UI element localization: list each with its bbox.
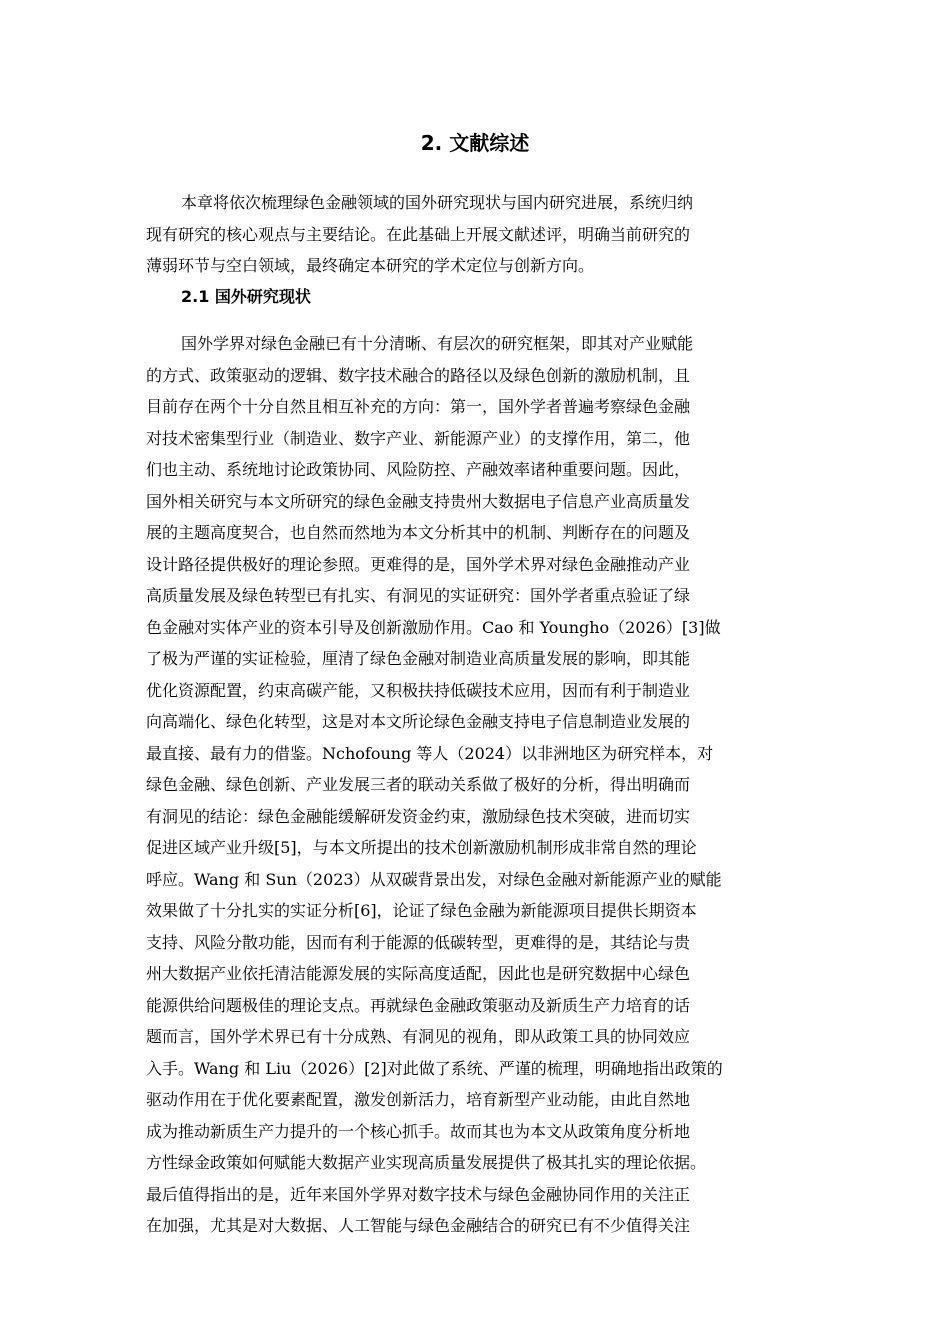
body-line: 在加强，尤其是对大数据、人工智能与绿色金融结合的研究已有不少值得关注 <box>146 1216 691 1235</box>
body-line: 驱动作用在于优化要素配置，激发创新活力，培育新型产业动能，由此自然地 <box>146 1090 691 1109</box>
body-line: 优化资源配置，约束高碳产能，又积极扶持低碳技术应用，因而有利于制造业 <box>146 681 691 700</box>
body-line: 色金融对实体产业的资本引导及创新激励作用。Cao 和 Youngho（2026）[3]做 <box>146 618 721 637</box>
body-line: 能源供给问题极佳的理论支点。再就绿色金融政策驱动及新质生产力培育的话 <box>146 996 691 1015</box>
body-line: 方性绿金政策如何赋能大数据产业实现高质量发展提供了极其扎实的理论依据。 <box>146 1153 707 1172</box>
body-line: 对技术密集型行业（制造业、数字产业、新能源产业）的支撑作用，第二，他 <box>146 429 691 448</box>
body-line: 高质量发展及绿色转型已有扎实、有洞见的实证研究：国外学者重点验证了绿 <box>146 586 691 605</box>
section-heading: 2.1 国外研究现状 <box>181 287 311 306</box>
intro-line: 现有研究的核心观点与主要结论。在此基础上开展文献述评，明确当前研究的 <box>146 225 691 244</box>
body-line: 绿色金融、绿色创新、产业发展三者的联动关系做了极好的分析，得出明确而 <box>146 775 691 794</box>
body-line: 州大数据产业依托清洁能源发展的实际高度适配，因此也是研究数据中心绿色 <box>146 964 691 983</box>
body-line: 有洞见的结论：绿色金融能缓解研发资金约束，激励绿色技术突破，进而切实 <box>146 807 691 826</box>
chapter-title: 2. 文献综述 <box>420 131 530 155</box>
intro-line: 薄弱环节与空白领域，最终确定本研究的学术定位与创新方向。 <box>146 256 595 275</box>
body-line: 呼应。Wang 和 Sun（2023）从双碳背景出发，对绿色金融对新能源产业的赋能 <box>146 870 722 889</box>
body-line: 入手。Wang 和 Liu（2026）[2]对此做了系统、严谨的梳理，明确地指出政策的 <box>146 1059 723 1078</box>
body-line: 目前存在两个十分自然且相互补充的方向：第一，国外学者普遍考察绿色金融 <box>146 397 691 416</box>
body-line: 最直接、最有力的借鉴。Nchofoung 等人（2024）以非洲地区为研究样本，对 <box>146 744 714 763</box>
body-line: 支持、风险分散功能，因而有利于能源的低碳转型，更难得的是，其结论与贵 <box>146 933 691 952</box>
body-line: 国外相关研究与本文所研究的绿色金融支持贵州大数据电子信息产业高质量发 <box>146 492 691 511</box>
body-line: 们也主动、系统地讨论政策协同、风险防控、产融效率诸种重要问题。因此， <box>146 460 691 479</box>
body-line: 促进区域产业升级[5]，与本文所提出的技术创新激励机制形成非常自然的理论 <box>146 838 697 857</box>
intro-line: 本章将依次梳理绿色金融领域的国外研究现状与国内研究进展，系统归纳 <box>181 193 694 212</box>
body-line: 最后值得指出的是，近年来国外学界对数字技术与绿色金融协同作用的关注正 <box>146 1185 691 1204</box>
body-line: 题而言，国外学术界已有十分成熟、有洞见的视角，即从政策工具的协同效应 <box>146 1027 691 1046</box>
body-line: 向高端化、绿色化转型，这是对本文所论绿色金融支持电子信息制造业发展的 <box>146 712 691 731</box>
body-line: 了极为严谨的实证检验，厘清了绿色金融对制造业高质量发展的影响，即其能 <box>146 649 691 668</box>
body-line: 国外学界对绿色金融已有十分清晰、有层次的研究框架，即其对产业赋能 <box>181 334 694 353</box>
body-line: 成为推动新质生产力提升的一个核心抓手。故而其也为本文从政策角度分析地 <box>146 1122 691 1141</box>
body-line: 的方式、政策驱动的逻辑、数字技术融合的路径以及绿色创新的激励机制，且 <box>146 366 691 385</box>
body-line: 设计路径提供极好的理论参照。更难得的是，国外学术界对绿色金融推动产业 <box>146 555 691 574</box>
body-line: 效果做了十分扎实的实证分析[6]，论证了绿色金融为新能源项目提供长期资本 <box>146 901 697 920</box>
body-line: 展的主题高度契合，也自然而然地为本文分析其中的机制、判断存在的问题及 <box>146 523 691 542</box>
